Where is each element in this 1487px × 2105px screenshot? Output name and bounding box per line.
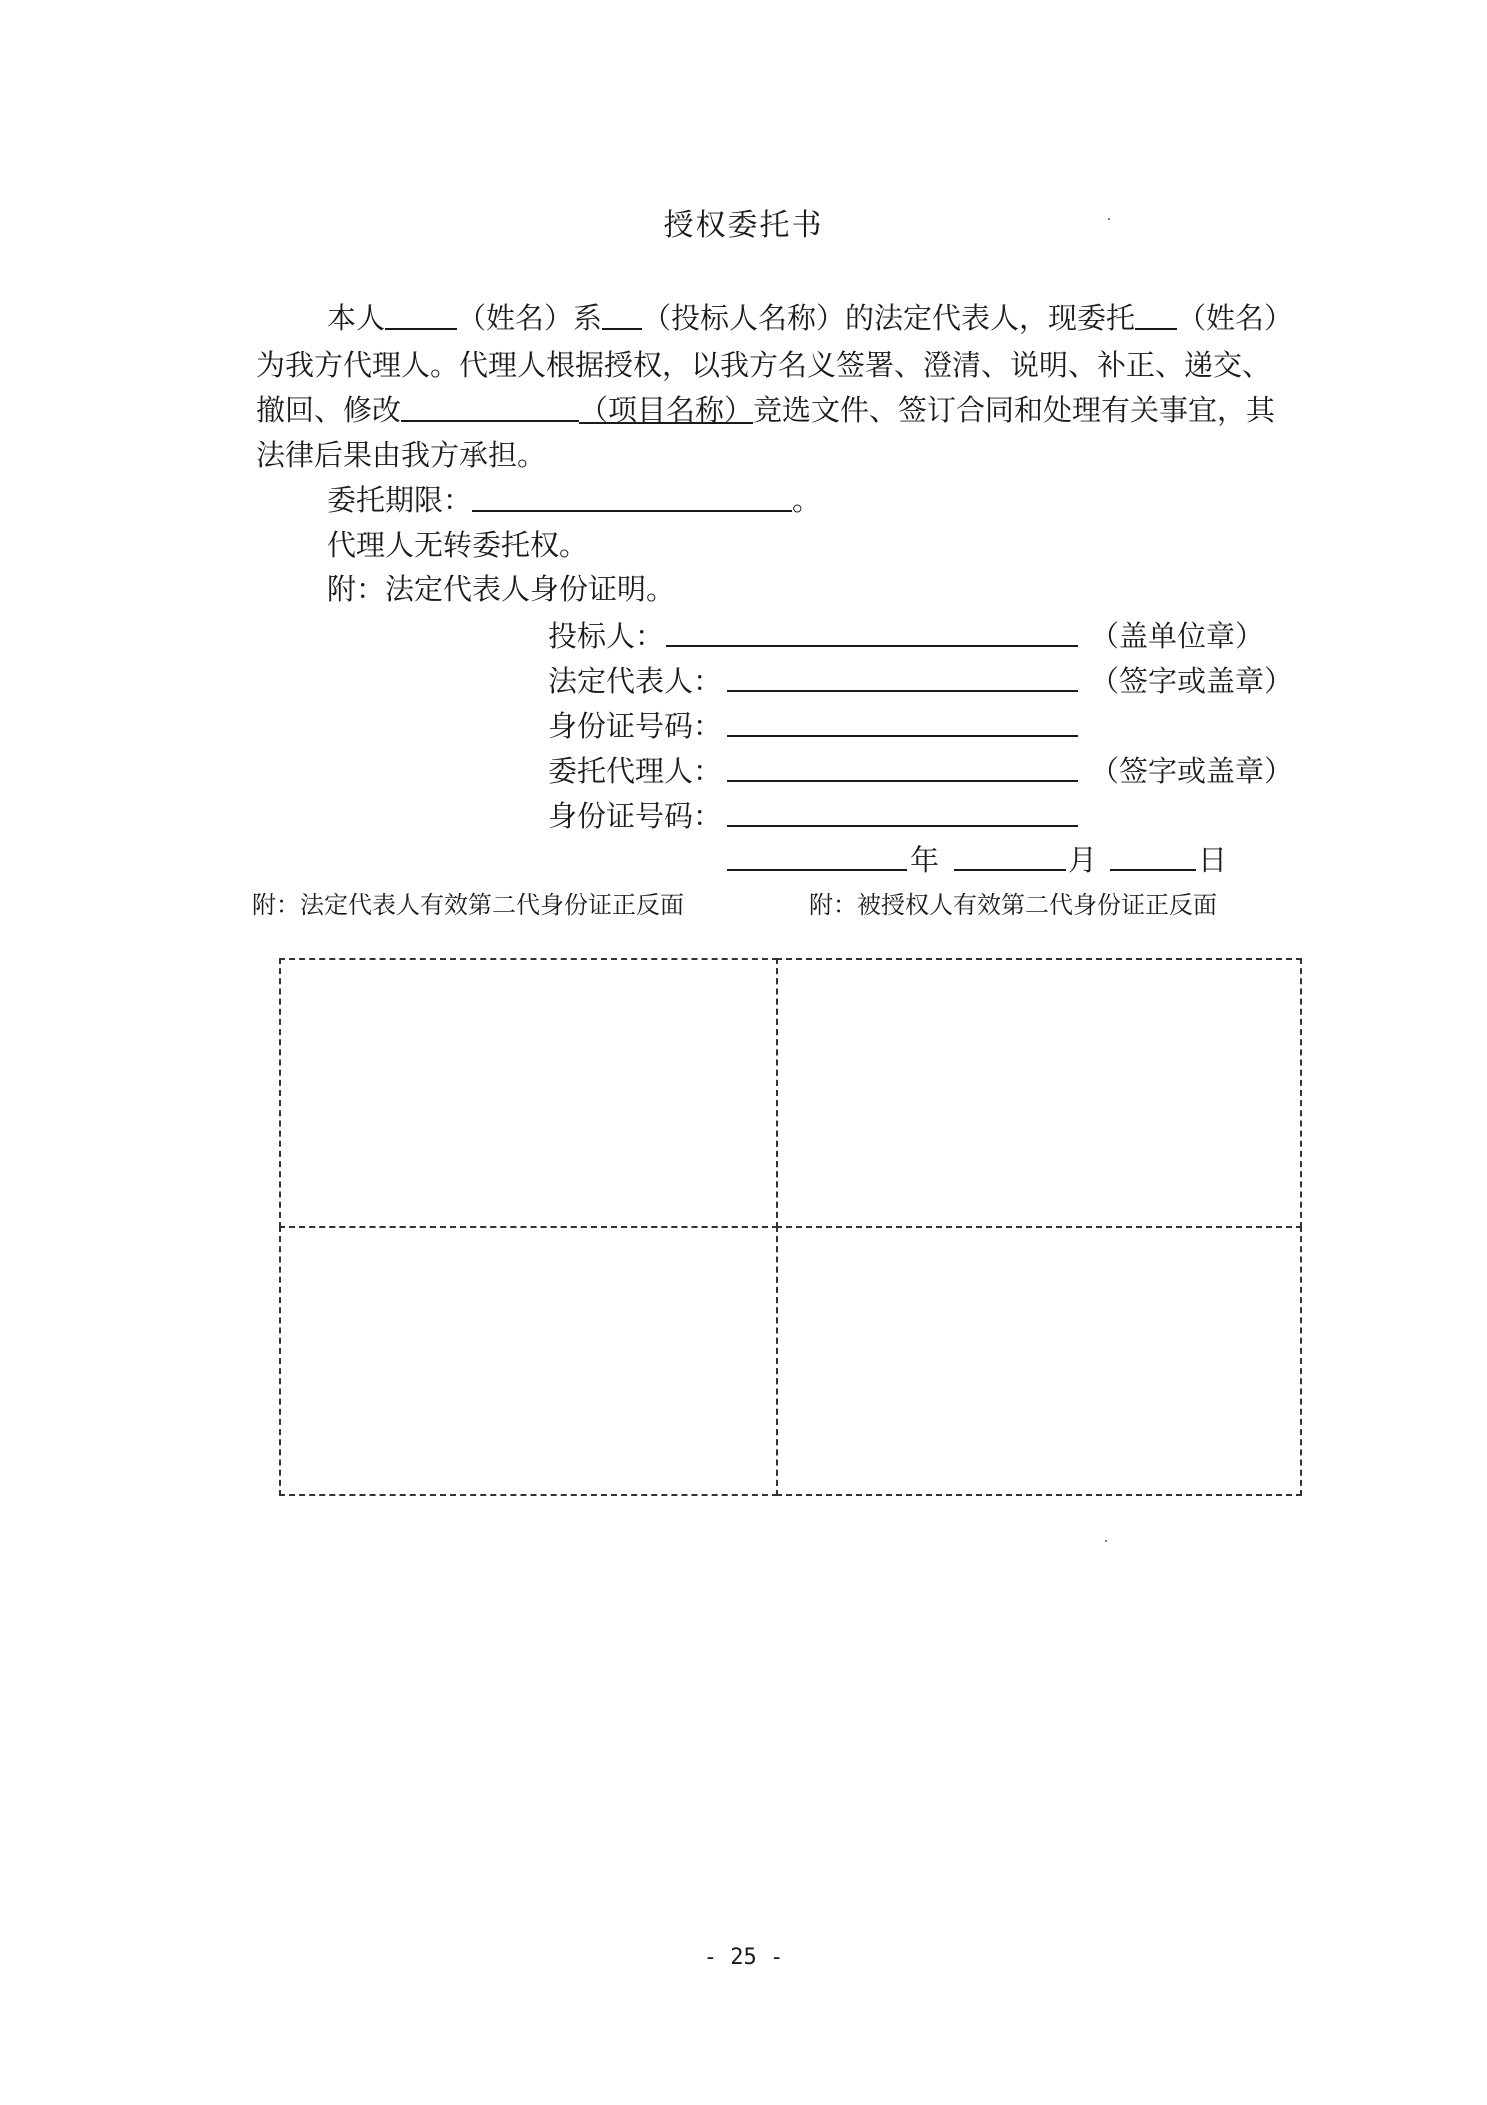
year-line[interactable] [727, 869, 907, 871]
id-card-box-legal-rep-front[interactable] [279, 958, 778, 1228]
legal-rep-note: （签字或盖章） [1090, 664, 1294, 698]
bidder-signature-line[interactable] [666, 645, 1078, 647]
year-label: 年 [910, 843, 940, 877]
note-agent-id: 附：被授权人有效第二代身份证正反面 [809, 891, 1217, 919]
month-line[interactable] [954, 869, 1066, 871]
blank-term[interactable] [472, 480, 792, 512]
agent-label: 委托代理人： [548, 754, 723, 788]
blank-project-name[interactable] [401, 390, 579, 422]
scan-speck [1105, 1540, 1107, 1542]
text-project-name: （项目名称） [579, 393, 754, 427]
attachment-text: 附：法定代表人身份证明。 [327, 572, 676, 606]
id-number-label-2: 身份证号码： [548, 799, 723, 833]
paragraph-line-4: 法律后果由我方承担。 [256, 438, 547, 472]
bidder-note: （盖单位章） [1090, 619, 1265, 653]
text-bidder-legal-rep: （投标人名称）的法定代表人，现委托 [642, 301, 1136, 335]
text-bid-documents: 竞选文件、签订合同和处理有关事宜，其 [753, 393, 1276, 427]
paragraph-line-2: 为我方代理人。代理人根据授权，以我方名义签署、澄清、说明、补正、递交、 [256, 348, 1272, 382]
id-number-line-2[interactable] [727, 825, 1078, 827]
term-label: 委托期限： [327, 483, 473, 517]
term-end: 。 [792, 483, 822, 517]
id-card-box-agent-front[interactable] [776, 958, 1302, 1228]
blank-bidder-name[interactable] [602, 298, 642, 330]
paragraph-line-3 [256, 388, 1275, 432]
id-card-box-agent-back[interactable] [776, 1226, 1302, 1496]
day-label: 日 [1198, 843, 1228, 877]
text-withdraw-modify: 撤回、修改 [256, 393, 402, 427]
id-card-box-legal-rep-back[interactable] [279, 1226, 778, 1496]
agent-note: （签字或盖章） [1090, 754, 1294, 788]
note-legal-rep-id: 附：法定代表人有效第二代身份证正反面 [252, 891, 684, 919]
blank-agent-name[interactable] [1135, 298, 1177, 330]
text-name-suffix: （姓名） [1177, 301, 1294, 335]
legal-rep-label: 法定代表人： [548, 664, 723, 698]
month-label: 月 [1068, 843, 1098, 877]
id-number-line-1[interactable] [727, 735, 1078, 737]
page-number: - 25 - [703, 1945, 784, 1970]
day-line[interactable] [1110, 869, 1196, 871]
agent-signature-line[interactable] [727, 780, 1078, 782]
legal-rep-signature-line[interactable] [727, 690, 1078, 692]
paragraph-line-1 [327, 296, 1293, 340]
document-title: 授权委托书 [663, 208, 824, 243]
scan-speck [1108, 218, 1110, 220]
no-transfer-text: 代理人无转委托权。 [327, 528, 589, 562]
blank-principal-name[interactable] [385, 298, 457, 330]
term-line [327, 478, 821, 522]
bidder-label: 投标人： [548, 619, 665, 653]
text-ben-ren: 本人 [327, 301, 386, 335]
text-name-of: （姓名）系 [457, 301, 603, 335]
id-number-label-1: 身份证号码： [548, 709, 723, 743]
